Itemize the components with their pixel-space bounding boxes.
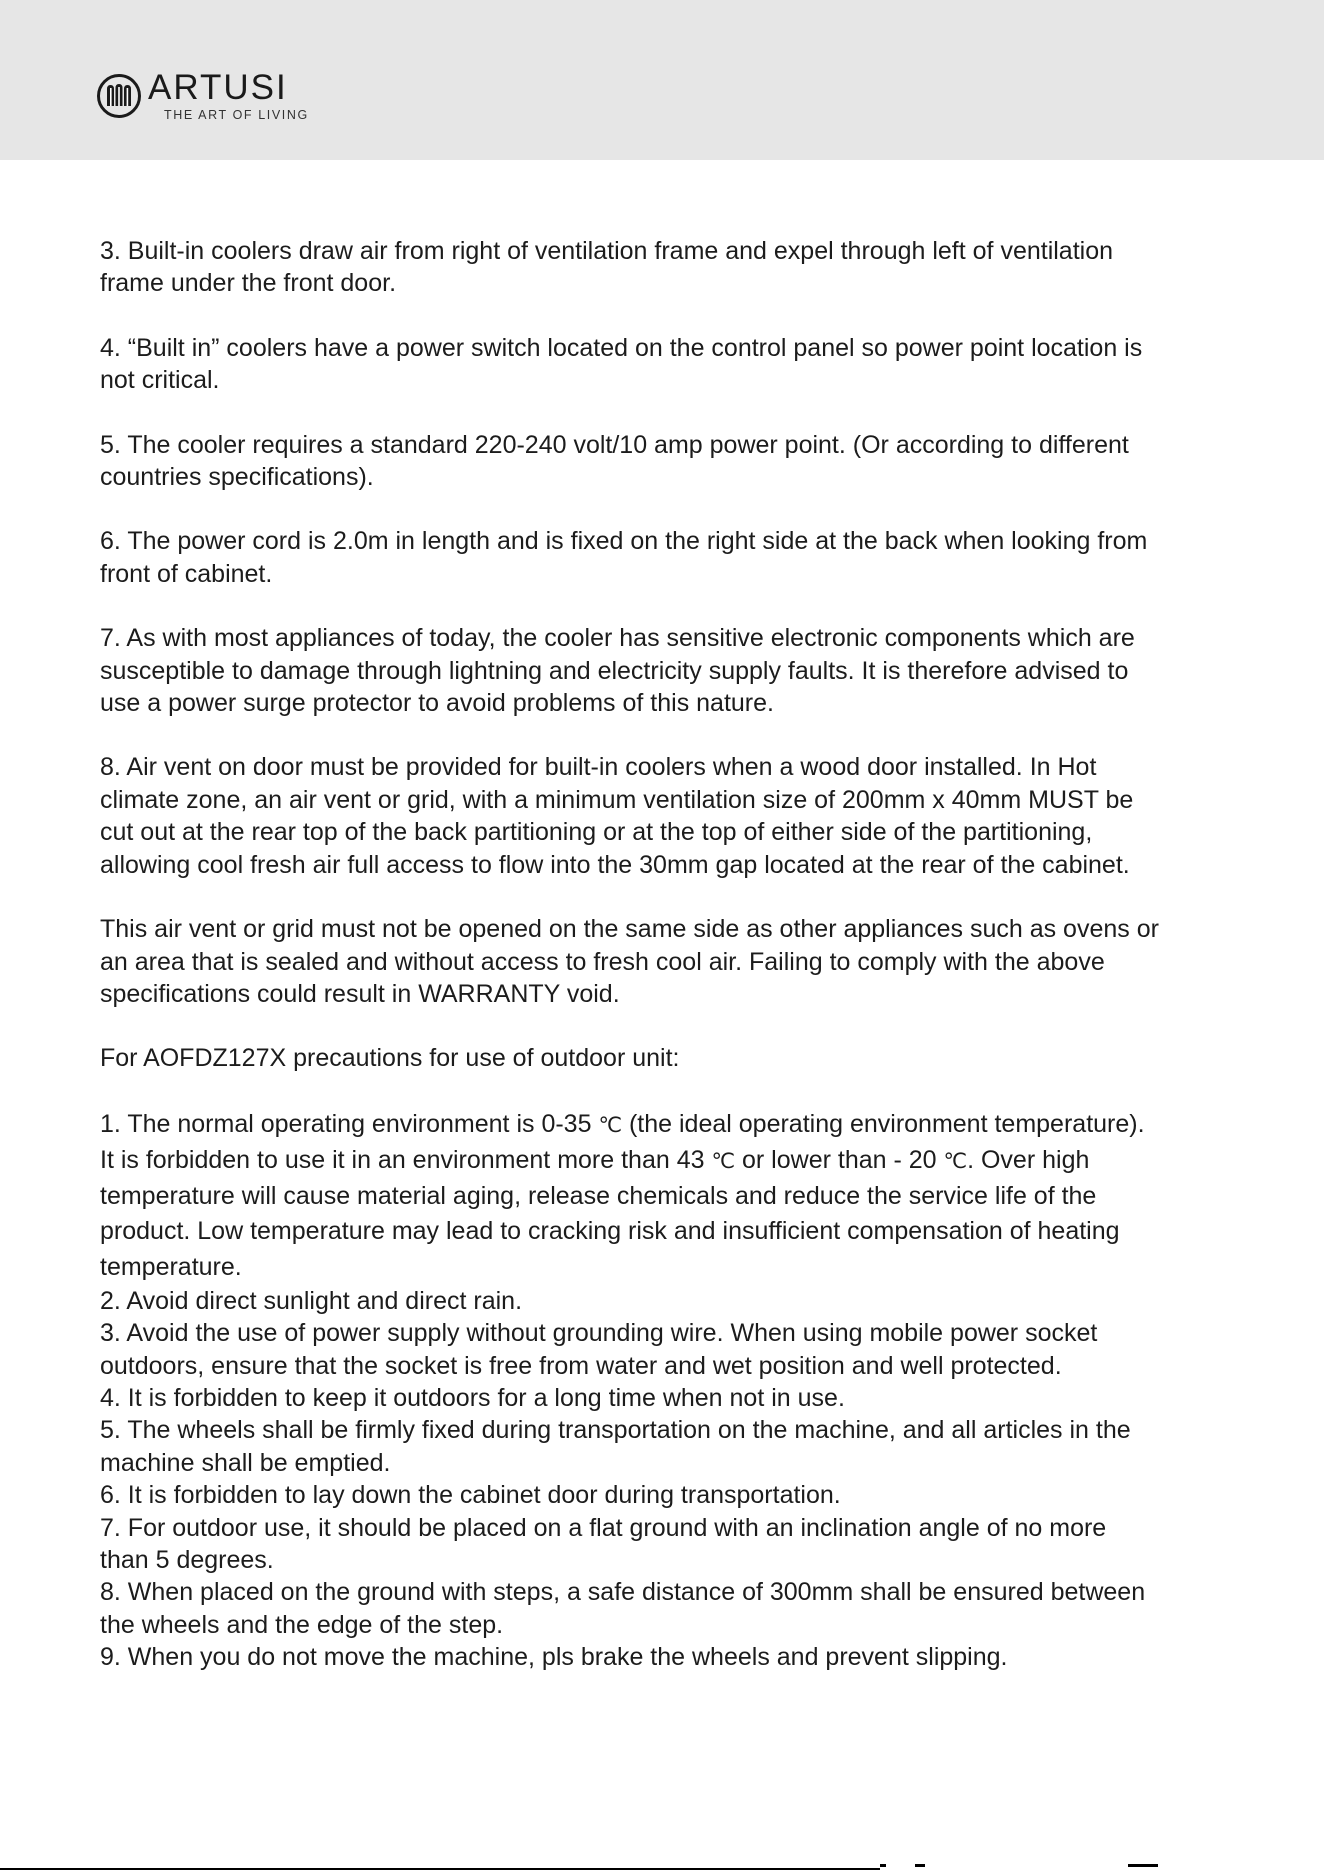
outdoor-item-7: 7. For outdoor use, it should be placed on a flat ground with an inclination angle of no more than 5 degrees. xyxy=(100,1513,1107,1574)
footer-rule xyxy=(0,1868,880,1870)
paragraph-5: 5. The cooler requires a standard 220-240 volt/10 amp power point. (Or according to different countries specifications). xyxy=(100,430,1129,492)
artusi-logo-icon xyxy=(96,73,142,119)
outdoor-item-5: 5. The wheels shall be firmly fixed during transportation on the machine, and all articles in the machine shall be emptied. xyxy=(100,1416,1131,1477)
outdoor-item-2: 2. Avoid direct sunlight and direct rain. xyxy=(100,1286,523,1315)
footer-mark xyxy=(880,1864,886,1867)
brand-tagline: THE ART OF LIVING xyxy=(164,108,309,122)
celsius-unit: ℃ xyxy=(711,1148,736,1173)
outdoor-item-4: 4. It is forbidden to keep it outdoors for a long time when not in use. xyxy=(100,1383,845,1412)
footer-mark xyxy=(1128,1864,1158,1867)
paragraph-4: 4. “Built in” coolers have a power switch located on the control panel so power point location is not critical. xyxy=(100,333,1143,395)
paragraph-warranty: This air vent or grid must not be opened on the same side as other appliances such as ovens or an area that is sealed and without access to fresh cool air. Failing to comply with the above specifications could result in WARRANTY void. xyxy=(100,915,1159,1008)
outdoor-item-9: 9. When you do not move the machine, pls brake the wheels and prevent slipping. xyxy=(100,1643,1008,1672)
outdoor-item-1-b: (the ideal operating environment temperature). It is forbidden to use it in an environment more than 43 xyxy=(100,1109,1145,1174)
brand-name: ARTUSI xyxy=(148,68,288,107)
outdoor-item-1-c: or lower than - 20 xyxy=(735,1145,944,1174)
paragraph-8: 8. Air vent on door must be provided for built-in coolers when a wood door installed. In Hot climate zone, an air vent or grid, with a minimum ventilation size of 200mm x 40mm MUST be cut out at the rear top of the back partitioning or at the top of either side of the partitioning, allowing cool fresh air full access to flow into the 30mm gap located at the rear of the cabinet. xyxy=(100,753,1134,879)
paragraph-3: 3. Built-in coolers draw air from right of ventilation frame and expel through left of ventilation frame under the front door. xyxy=(100,237,1114,298)
outdoor-item-1-a: 1. The normal operating environment is 0-35 xyxy=(100,1109,599,1138)
paragraph-6: 6. The power cord is 2.0m in length and is fixed on the right side at the back when looking from front of cabinet. xyxy=(100,527,1148,588)
footer-mark xyxy=(915,1864,925,1867)
outdoor-item-3: 3. Avoid the use of power supply without grounding wire. When using mobile power socket outdoors, ensure that the socket is free from water and wet position and well protected. xyxy=(100,1319,1098,1380)
celsius-unit: ℃ xyxy=(598,1112,623,1137)
celsius-unit: ℃ xyxy=(943,1148,968,1173)
outdoor-item-1 xyxy=(100,1107,1160,1285)
outdoor-heading: For AOFDZ127X precautions for use of outdoor unit: xyxy=(100,1044,680,1073)
outdoor-item-6: 6. It is forbidden to lay down the cabinet door during transportation. xyxy=(100,1481,841,1510)
outdoor-item-8: 8. When placed on the ground with steps, a safe distance of 300mm shall be ensured between the wheels and the edge of the step. xyxy=(100,1578,1146,1639)
page-header xyxy=(0,0,1324,160)
outdoor-item-1-d: . Over high temperature will cause material aging, release chemicals and reduce the service life of the product. Low temperature may lead to cracking risk and insufficient compensation of heating temperature. xyxy=(100,1145,1120,1281)
document-body xyxy=(100,235,1160,1674)
paragraph-7: 7. As with most appliances of today, the cooler has sensitive electronic components which are susceptible to damage through lightning and electricity supply faults. It is therefore advised to use a power surge protector to avoid problems of this nature. xyxy=(100,624,1135,718)
artusi-logo xyxy=(96,70,356,122)
